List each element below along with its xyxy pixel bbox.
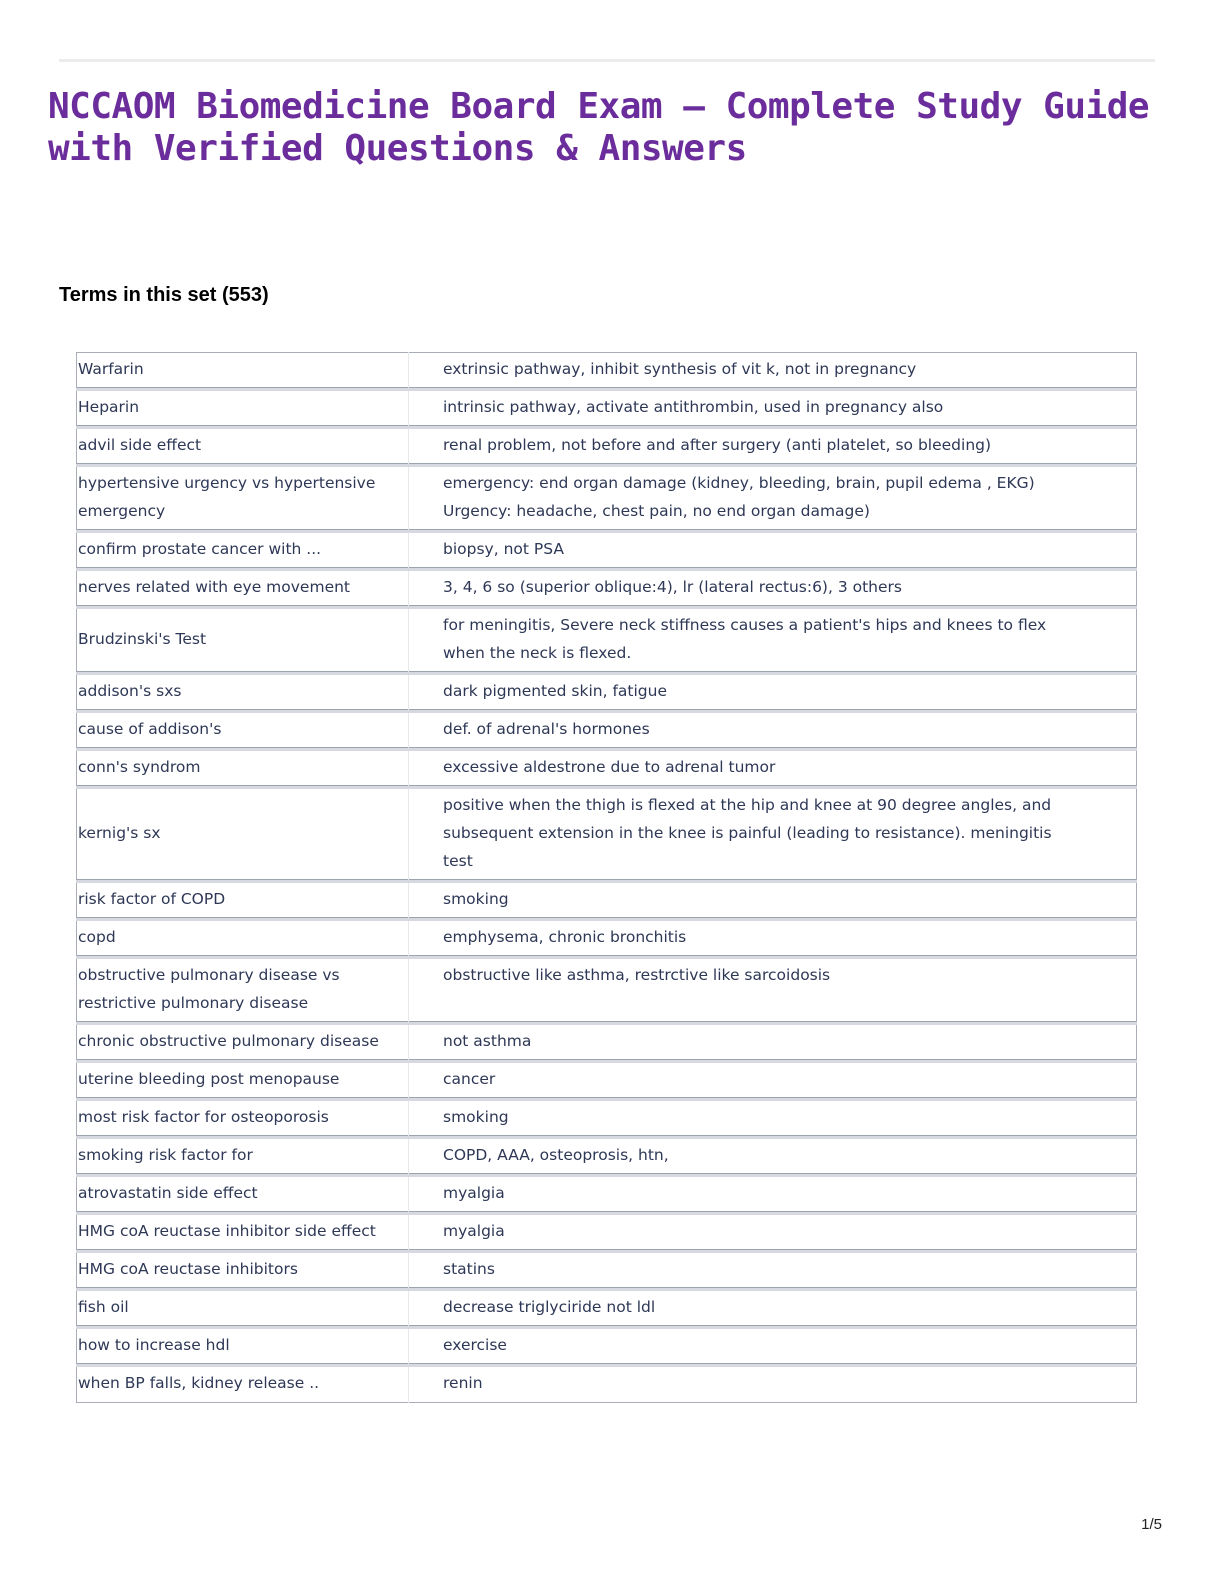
definition-text: biopsy, not PSA: [409, 532, 1137, 570]
term-text: HMG coA reuctase inhibitors: [77, 1252, 409, 1290]
definition-text: 3, 4, 6 so (superior oblique:4), lr (lateral rectus:6), 3 others: [409, 570, 1137, 608]
term-text: most risk factor for osteoporosis: [77, 1100, 409, 1138]
definition-text: extrinsic pathway, inhibit synthesis of vit k, not in pregnancy: [409, 353, 1137, 390]
term-row: [77, 466, 1137, 532]
term-row: [77, 570, 1137, 608]
term-row: [77, 1062, 1137, 1100]
term-row: [77, 428, 1137, 466]
definition-text: myalgia: [409, 1214, 1137, 1252]
term-text: Heparin: [77, 390, 409, 428]
terms-count-heading: Terms in this set (553): [59, 284, 269, 306]
terms-table-body: [77, 353, 1137, 1403]
definition-text: exercise: [409, 1328, 1137, 1366]
term-row: [77, 353, 1137, 390]
definition-text: for meningitis, Severe neck stiffness causes a patient's hips and knees to flex when the neck is flexed.: [409, 608, 1137, 674]
term-text: HMG coA reuctase inhibitor side effect: [77, 1214, 409, 1252]
term-row: [77, 608, 1137, 674]
term-text: obstructive pulmonary disease vs restrictive pulmonary disease: [77, 958, 409, 1024]
term-text: Brudzinski's Test: [77, 608, 409, 674]
definition-text: decrease triglyciride not ldl: [409, 1290, 1137, 1328]
term-text: conn's syndrom: [77, 750, 409, 788]
term-text: kernig's sx: [77, 788, 409, 882]
term-row: [77, 750, 1137, 788]
definition-text: dark pigmented skin, fatigue: [409, 674, 1137, 712]
term-row: [77, 1024, 1137, 1062]
definition-text: smoking: [409, 882, 1137, 920]
definition-text: cancer: [409, 1062, 1137, 1100]
term-text: cause of addison's: [77, 712, 409, 750]
term-row: [77, 882, 1137, 920]
term-row: [77, 712, 1137, 750]
term-row: [77, 1328, 1137, 1366]
term-text: chronic obstructive pulmonary disease: [77, 1024, 409, 1062]
term-row: [77, 1176, 1137, 1214]
term-text: smoking risk factor for: [77, 1138, 409, 1176]
term-text: risk factor of COPD: [77, 882, 409, 920]
term-text: fish oil: [77, 1290, 409, 1328]
term-text: confirm prostate cancer with ...: [77, 532, 409, 570]
term-text: uterine bleeding post menopause: [77, 1062, 409, 1100]
term-row: [77, 390, 1137, 428]
document-title: NCCAOM Biomedicine Board Exam – Complete Study Guide with Verified Questions & Answers: [48, 86, 1150, 169]
term-row: [77, 788, 1137, 882]
terms-table: [76, 352, 1137, 1403]
definition-text: emphysema, chronic bronchitis: [409, 920, 1137, 958]
term-row: [77, 1290, 1137, 1328]
definition-text: positive when the thigh is flexed at the hip and knee at 90 degree angles, and subsequent extension in the knee is painful (leading to resistance). meningitis test: [409, 788, 1137, 882]
definition-text: excessive aldestrone due to adrenal tumor: [409, 750, 1137, 788]
definition-text: smoking: [409, 1100, 1137, 1138]
term-row: [77, 532, 1137, 570]
term-row: [77, 1214, 1137, 1252]
page-number: 1/5: [1141, 1516, 1162, 1533]
definition-text: obstructive like asthma, restrctive like sarcoidosis: [409, 958, 1137, 1024]
term-text: nerves related with eye movement: [77, 570, 409, 608]
term-text: how to increase hdl: [77, 1328, 409, 1366]
definition-text: renin: [443, 1374, 483, 1392]
term-text: when BP falls, kidney release ..: [77, 1366, 409, 1403]
term-text: atrovastatin side effect: [77, 1176, 409, 1214]
definition-text: intrinsic pathway, activate antithrombin, used in pregnancy also: [409, 390, 1137, 428]
term-row: [77, 958, 1137, 1024]
term-row: [77, 674, 1137, 712]
term-text: Warfarin: [77, 353, 409, 390]
definition-text: COPD, AAA, osteoprosis, htn,: [409, 1138, 1137, 1176]
definition-text: renal problem, not before and after surgery (anti platelet, so bleeding): [409, 428, 1137, 466]
term-row: [77, 1366, 1137, 1403]
term-row: [77, 1252, 1137, 1290]
term-text: copd: [77, 920, 409, 958]
term-text: hypertensive urgency vs hypertensive emergency: [77, 466, 409, 532]
term-row: [77, 1100, 1137, 1138]
term-text: addison's sxs: [77, 674, 409, 712]
term-row: [77, 1138, 1137, 1176]
definition-text: statins: [409, 1252, 1137, 1290]
term-row: [77, 920, 1137, 958]
definition-text: not asthma: [409, 1024, 1137, 1062]
definition-text: emergency: end organ damage (kidney, bleeding, brain, pupil edema , EKG) Urgency: headache, chest pain, no end organ damage): [409, 466, 1137, 532]
definition-text: myalgia: [409, 1176, 1137, 1214]
term-text: advil side effect: [77, 428, 409, 466]
top-divider: [59, 59, 1155, 62]
definition-text: def. of adrenal's hormones: [409, 712, 1137, 750]
